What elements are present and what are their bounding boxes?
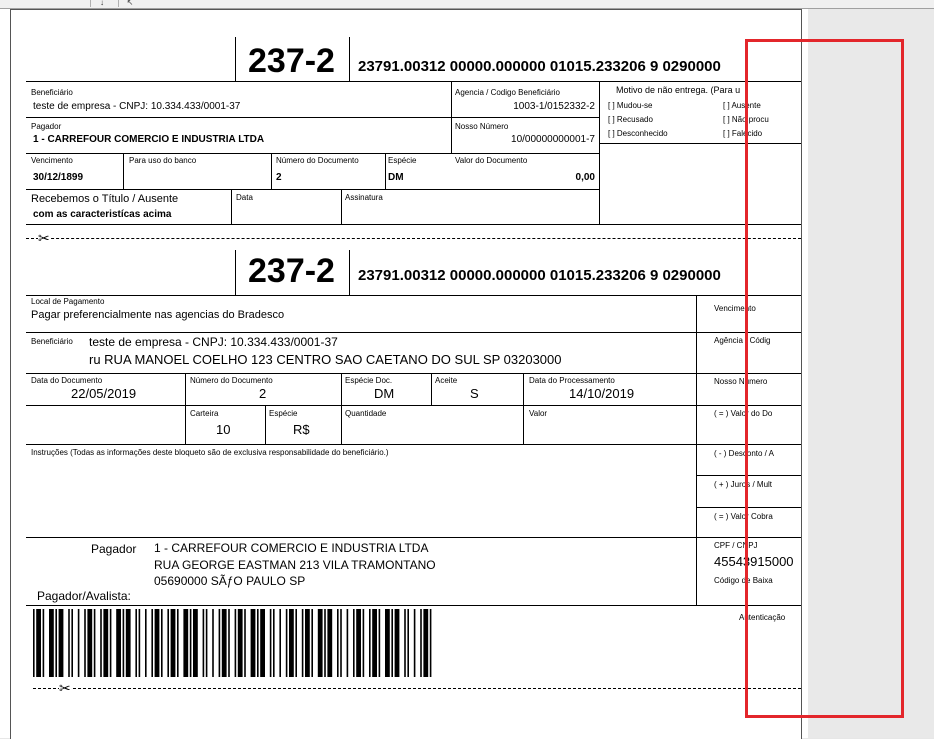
motivo-4: [ ] Ausente <box>723 101 761 110</box>
data-documento-value: 22/05/2019 <box>71 386 137 401</box>
divider <box>123 153 124 189</box>
bank-divider-right <box>349 37 350 81</box>
barcode-bar <box>356 609 361 677</box>
digitable-line: 23791.00312 00000.000000 01015.233206 9 0290000 <box>358 267 721 284</box>
right-column-divider <box>696 295 697 605</box>
barcode-bar <box>206 609 208 677</box>
quantidade-label: Quantidade <box>345 409 387 418</box>
barcode-bar <box>212 609 214 677</box>
barcode <box>33 609 438 677</box>
data-processamento-value: 14/10/2019 <box>569 386 635 401</box>
numero-documento-label: Número do Documento <box>276 156 359 165</box>
numero-documento-value: 2 <box>259 386 267 401</box>
barcode-bar <box>363 609 365 677</box>
barcode-bar <box>347 609 349 677</box>
divider <box>385 153 386 189</box>
barcode-bar <box>167 609 169 677</box>
barcode-bar <box>372 609 377 677</box>
barcode-bar <box>251 609 256 677</box>
barcode-bar <box>203 609 205 677</box>
beneficiario-address: ru RUA MANOEL COELHO 123 CENTRO SAO CAETANO DO SUL SP 03203000 <box>89 352 562 367</box>
barcode-bar <box>404 609 406 677</box>
carteira-value: 10 <box>216 422 231 437</box>
barcode-bar <box>123 609 125 677</box>
barcode-bar <box>177 609 179 677</box>
beneficiario-label: Beneficiário <box>31 337 73 346</box>
barcode-bar <box>391 609 393 677</box>
data-documento-label: Data do Documento <box>31 376 103 385</box>
vencimento-label: Vencimento <box>714 304 756 313</box>
barcode-bar <box>295 609 297 677</box>
barcode-bar <box>353 609 355 677</box>
barcode-bar <box>219 609 221 677</box>
barcode-bar <box>68 609 70 677</box>
barcode-bar <box>94 609 96 677</box>
barcode-bar <box>423 609 428 677</box>
bank-divider-left <box>235 37 236 81</box>
barcode-bar <box>235 609 237 677</box>
valor-label: Valor <box>529 409 548 418</box>
local-pagamento-value: Pagar preferencialmente nas agencias do Bradesco <box>31 309 285 321</box>
especie-doc-label: Espécie Doc. <box>345 376 393 385</box>
barcode-bar <box>395 609 400 677</box>
pagador-line1: 1 - CARREFOUR COMERCIO E INDUSTRIA LTDA <box>154 541 429 555</box>
barcode-bar <box>379 609 381 677</box>
instrucoes-label: Instruções (Todas as informações deste bloqueto são de exclusiva responsabilidade do beneficiário.) <box>31 448 389 457</box>
bank-divider-left <box>235 250 236 295</box>
valor-documento-value: 0,00 <box>575 172 595 183</box>
data-processamento-label: Data do Processamento <box>529 376 615 385</box>
pagador-value: 1 - CARREFOUR COMERCIO E INDUSTRIA LTDA <box>33 134 265 145</box>
divider <box>231 189 232 224</box>
vencimento-value: 30/12/1899 <box>33 172 84 183</box>
motivo-2: [ ] Recusado <box>608 115 653 124</box>
barcode-bar <box>193 609 198 677</box>
pagador-label: Pagador <box>31 122 62 131</box>
divider <box>26 153 599 154</box>
especie-value: R$ <box>293 422 310 437</box>
beneficiario-value: teste de empresa - CNPJ: 10.334.433/0001-37 <box>33 101 241 112</box>
barcode-bar <box>36 609 41 677</box>
divider <box>26 537 801 538</box>
motivo-6: [ ] Falecido <box>723 129 763 138</box>
barcode-bar <box>43 609 45 677</box>
barcode-bar <box>260 609 265 677</box>
barcode-bar <box>155 609 160 677</box>
numero-documento-value: 2 <box>276 172 282 183</box>
barcode-bar <box>228 609 230 677</box>
divider <box>26 605 801 606</box>
divider <box>26 405 801 406</box>
barcode-bar <box>385 609 390 677</box>
barcode-bar <box>49 609 54 677</box>
barcode-bar <box>116 609 121 677</box>
recebemos-label: Recebemos o Título / Ausente <box>31 193 179 205</box>
divider <box>26 373 801 374</box>
barcode-bar <box>318 609 323 677</box>
digitable-line: 23791.00312 00000.000000 01015.233206 9 0290000 <box>358 58 721 75</box>
motivo-label: Motivo de não entrega. (Para u <box>616 85 741 95</box>
barcode-bar <box>135 609 137 677</box>
especie-value: DM <box>388 172 404 183</box>
pagador-line2: RUA GEORGE EASTMAN 213 VILA TRAMONTANO <box>154 558 436 572</box>
valor-documento-label: Valor do Documento <box>455 156 528 165</box>
scissors-icon: ✂ <box>38 230 50 246</box>
motivo-1: [ ] Mudou-se <box>608 101 653 110</box>
desconto-label: ( - ) Desconto / A <box>714 449 775 458</box>
divider <box>265 405 266 444</box>
divider <box>26 117 599 118</box>
bank-code: 237-2 <box>248 42 335 80</box>
juros-label: ( + ) Juros / Mult <box>714 480 773 489</box>
barcode-bar <box>270 609 272 677</box>
nosso-numero-label: Nosso Número <box>455 122 509 131</box>
divider <box>341 189 342 224</box>
vencimento-label: Vencimento <box>31 156 73 165</box>
barcode-bar <box>311 609 313 677</box>
autenticacao-label: Autenticação <box>739 613 786 622</box>
barcode-bar <box>87 609 92 677</box>
data-label: Data <box>236 193 253 202</box>
especie-doc-value: DM <box>374 386 395 401</box>
bank-divider-right <box>349 250 350 295</box>
cpf-cnpj-label: CPF / CNPJ <box>714 541 758 550</box>
especie-label: Espécie <box>269 409 298 418</box>
agencia-label: Agência / Códig <box>714 336 771 345</box>
barcode-bar <box>151 609 153 677</box>
barcode-bar <box>340 609 342 677</box>
divider <box>341 373 342 444</box>
numero-documento-label: Número do Documento <box>190 376 273 385</box>
scissors-icon: ✂ <box>59 680 71 696</box>
barcode-bar <box>145 609 147 677</box>
agencia-value: 1003-1/0152332-2 <box>513 101 595 112</box>
cut-line <box>26 238 801 239</box>
document-page <box>10 9 802 739</box>
assinatura-label: Assinatura <box>345 193 383 202</box>
barcode-bar <box>430 609 432 677</box>
aceite-value: S <box>470 386 479 401</box>
avalista-label: Pagador/Avalista: <box>37 589 131 603</box>
barcode-bar <box>183 609 188 677</box>
barcode-bar <box>414 609 416 677</box>
divider <box>26 295 801 296</box>
carteira-label: Carteira <box>190 409 219 418</box>
barcode-bar <box>126 609 131 677</box>
agencia-label: Agencia / Codigo Beneficiário <box>455 88 560 97</box>
barcode-bar <box>103 609 108 677</box>
barcode-bar <box>59 609 64 677</box>
motivo-3: [ ] Desconhecido <box>608 129 668 138</box>
barcode-bar <box>273 609 275 677</box>
divider <box>26 444 801 445</box>
beneficiario-value: teste de empresa - CNPJ: 10.334.433/0001-37 <box>89 335 338 349</box>
divider <box>185 373 186 444</box>
pagador-label: Pagador <box>91 542 137 556</box>
valor-cobrado-label: ( = ) Valor Cobra <box>714 512 773 521</box>
highlight-box <box>745 39 904 718</box>
barcode-bar <box>244 609 246 677</box>
divider <box>523 373 524 444</box>
barcode-bar <box>324 609 326 677</box>
divider <box>26 332 801 333</box>
divider <box>431 373 432 405</box>
cursor-icon[interactable]: ↖ <box>118 0 141 7</box>
barcode-bar <box>55 609 57 677</box>
barcode-bar <box>305 609 310 677</box>
nosso-numero-value: 10/00000000001-7 <box>511 134 595 145</box>
divider <box>271 153 272 189</box>
bank-code: 237-2 <box>248 252 335 290</box>
down-arrow-icon[interactable]: ↓ <box>90 0 113 7</box>
barcode-bar <box>78 609 80 677</box>
barcode-bar <box>139 609 141 677</box>
barcode-bar <box>71 609 73 677</box>
barcode-bar <box>257 609 259 677</box>
cpf-cnpj-value: 45543915000 <box>714 554 794 569</box>
divider <box>26 189 599 190</box>
barcode-bar <box>302 609 304 677</box>
barcode-bar <box>110 609 112 677</box>
nosso-numero-label: Nosso Número <box>714 377 768 386</box>
barcode-bar <box>171 609 176 677</box>
barcode-bar <box>238 609 243 677</box>
divider <box>599 81 600 224</box>
barcode-bar <box>369 609 371 677</box>
barcode-bar <box>190 609 192 677</box>
barcode-bar <box>289 609 294 677</box>
barcode-bar <box>407 609 409 677</box>
valor-documento-label: ( = ) Valor do Do <box>714 409 773 418</box>
beneficiario-label: Beneficiário <box>31 88 73 97</box>
pagador-line3: 05690000 SÃƒO PAULO SP <box>154 574 306 588</box>
barcode-bar <box>161 609 163 677</box>
motivo-5: [ ] Não procu <box>723 115 769 124</box>
barcode-bar <box>327 609 332 677</box>
barcode-bar <box>222 609 227 677</box>
divider <box>26 81 801 82</box>
recebemos-value: com as caracteristícas acima <box>33 209 172 220</box>
codigo-baixa-label: Código de Baixa <box>714 576 773 585</box>
barcode-bar <box>33 609 35 677</box>
barcode-bar <box>337 609 339 677</box>
barcode-bar <box>279 609 281 677</box>
barcode-bar <box>420 609 422 677</box>
cut-line <box>33 688 801 689</box>
barcode-bar <box>84 609 86 677</box>
barcode-bar <box>286 609 288 677</box>
divider <box>26 224 801 225</box>
especie-label: Espécie <box>388 156 417 165</box>
aceite-label: Aceite <box>435 376 458 385</box>
uso-banco-label: Para uso do banco <box>129 156 197 165</box>
local-pagamento-label: Local de Pagamento <box>31 297 105 306</box>
barcode-bar <box>100 609 102 677</box>
